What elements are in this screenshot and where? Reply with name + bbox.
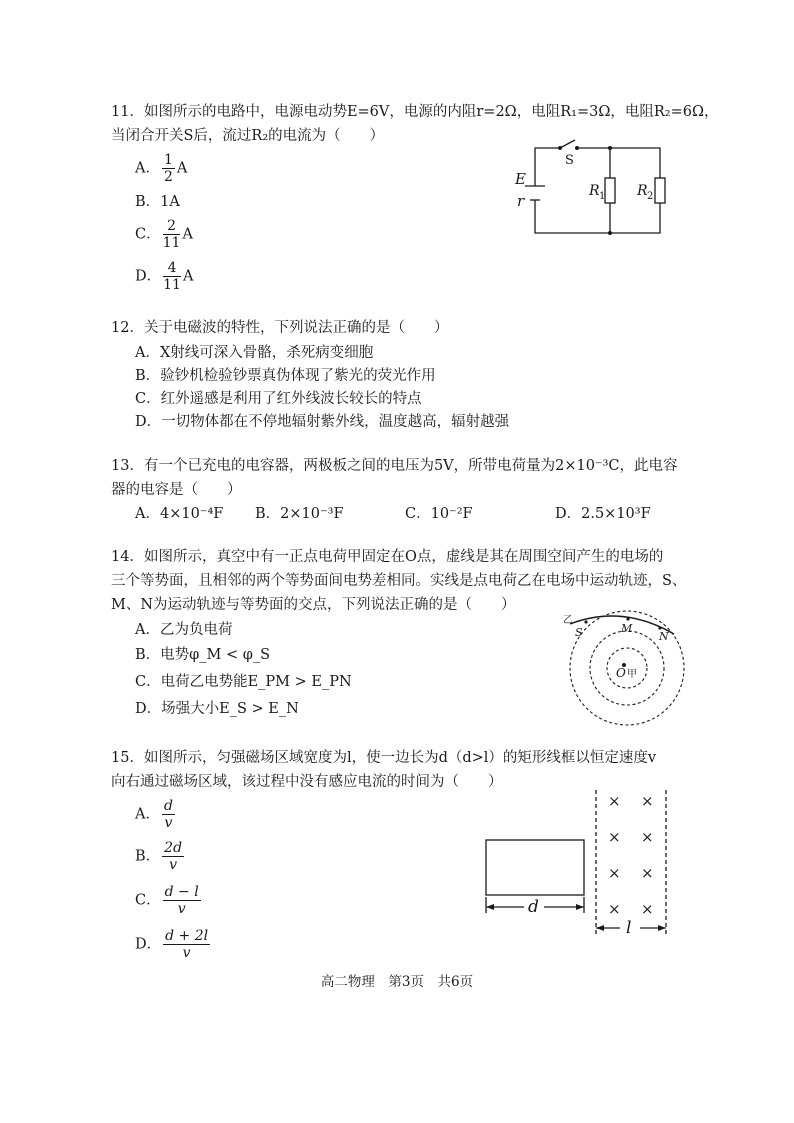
q14-option-d: D．场强大小E_S > E_N (135, 701, 299, 717)
q15-option-c: C． $\frac{d - l}{v}$ (135, 884, 199, 917)
q13-option-b: B．2×10⁻³F (255, 506, 344, 522)
fraction: $\frac{2d}{v}$ (164, 840, 183, 873)
q14-option-c: C．电荷乙电势能E_PM > E_PN (135, 674, 352, 690)
point-o-label: O (616, 666, 626, 680)
switch-label: S (565, 153, 574, 168)
r2-subscript: 2 (647, 191, 654, 202)
q11-option-c: C． $\frac{2}{11}$ A (135, 218, 193, 251)
q15-magnetic-field-diagram (480, 785, 680, 940)
r1-label: R (589, 183, 600, 199)
width-l-label: l (626, 918, 632, 938)
internal-resistance-label: r (517, 192, 525, 210)
q14-stem-line1: 14．如图所示，真空中有一正点电荷甲固定在O点，虚线是其在周围空间产生的电场的 (111, 549, 664, 565)
q11-option-a: A． $\frac{1}{2}$ A (135, 152, 188, 185)
q13-option-d: D．2.5×10³F (555, 506, 651, 522)
r2-label: R (637, 183, 648, 199)
cross-icon: × (608, 900, 621, 918)
fraction: $\frac{d}{v}$ (163, 798, 173, 831)
rectangular-coil (486, 840, 584, 895)
point-s-label: S (575, 626, 583, 639)
q15-option-d: D． $\frac{d + 2l}{v}$ (135, 928, 209, 961)
q13-option-c: C．10⁻²F (405, 506, 473, 522)
q11-stem-line1: 11．如图所示的电路中，电源电动势E=6V，电源的内阻r=2Ω，电阻R₁=3Ω，电阻R₂=6Ω， (111, 104, 719, 120)
q11-option-b: B．1A (135, 194, 180, 210)
q15-option-b: B． $\frac{2d}{v}$ (135, 840, 183, 873)
cross-icon: × (641, 828, 654, 846)
point-m-label: M (621, 622, 633, 635)
q12-stem: 12．关于电磁波的特性，下列说法正确的是（ ） (111, 320, 449, 336)
q14-option-a: A．乙为负电荷 (135, 622, 233, 638)
q13-stem-line1: 13．有一个已充电的电容器，两极板之间的电压为5V，所带电荷量为2×10⁻³C，此电容 (111, 458, 678, 474)
fraction: $\frac{4}{11}$ (163, 260, 181, 293)
cross-icon: × (641, 864, 654, 882)
fraction: $\frac{d - l}{v}$ (164, 884, 199, 917)
fraction: $\frac{d + 2l}{v}$ (165, 928, 209, 961)
width-d-label: d (528, 897, 539, 917)
charge-jia-label: 甲 (627, 669, 637, 680)
cross-icon: × (641, 792, 654, 810)
charge-yi-label: 乙 (563, 615, 573, 626)
q12-option-c: C．红外遥感是利用了红外线波长较长的特点 (135, 391, 422, 407)
q15-stem-line2: 向右通过磁场区域，该过程中没有感应电流的时间为（ ） (111, 774, 503, 790)
emf-label: E (515, 170, 526, 188)
q13-option-a: A．4×10⁻⁴F (135, 506, 224, 522)
field-crosses (608, 792, 654, 918)
q14-equipotential-diagram (562, 608, 692, 728)
fraction: $\frac{2}{11}$ (162, 218, 181, 251)
cross-icon: × (608, 792, 621, 810)
q14-option-b: B．电势φ_M < φ_S (135, 647, 271, 663)
q11-option-d: D． $\frac{4}{11}$ A (135, 260, 194, 293)
q13-stem-line2: 器的电容是（ ） (111, 482, 242, 498)
fraction: $\frac{1}{2}$ (163, 152, 173, 185)
q14-stem-line2: 三个等势面，且相邻的两个等势面间电势差相同。实线是点电荷乙在电场中运动轨迹，S、 (111, 573, 687, 589)
q15-stem-line1: 15．如图所示，匀强磁场区域宽度为l，使一边长为d（d>l）的矩形线框以恒定速度v (111, 750, 657, 766)
q12-option-b: B．验钞机检验钞票真伪体现了紫光的荧光作用 (135, 368, 436, 384)
r1-subscript: 1 (599, 191, 606, 202)
point-n-label: N (659, 630, 669, 643)
cross-icon: × (608, 828, 621, 846)
q11-stem-line2: 当闭合开关S后，流过R₂的电流为（ ） (111, 128, 385, 144)
cross-icon: × (641, 900, 654, 918)
q14-stem-line3: M、N为运动轨迹与等势面的交点，下列说法正确的是（ ） (111, 597, 516, 613)
q12-option-d: D．一切物体都在不停地辐射紫外线，温度越高，辐射越强 (135, 414, 510, 430)
page-footer: 高二物理 第3页 共6页 (320, 974, 474, 990)
q12-option-a: A．X射线可深入骨骼，杀死病变细胞 (135, 345, 374, 361)
q15-option-a: A． $\frac{d}{v}$ (135, 798, 173, 831)
q11-circuit-diagram (505, 138, 680, 243)
cross-icon: × (608, 864, 621, 882)
